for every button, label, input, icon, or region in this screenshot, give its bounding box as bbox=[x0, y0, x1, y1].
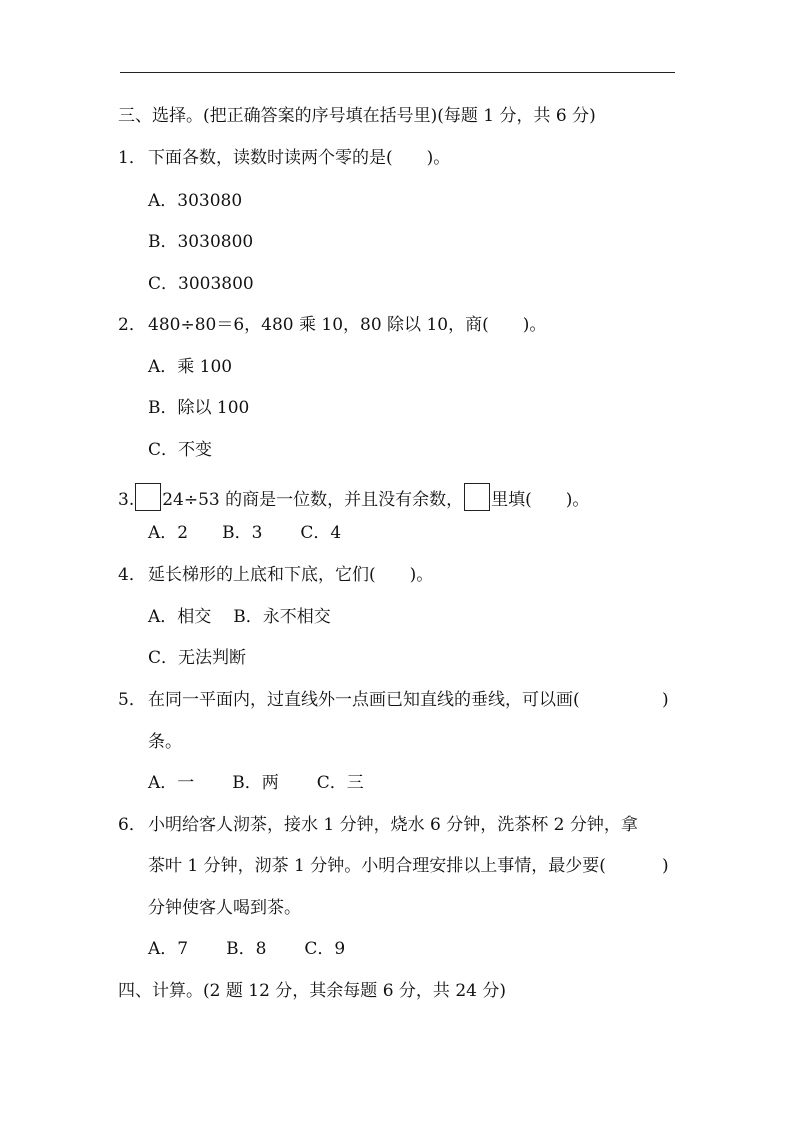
q5-paren-close: ) bbox=[662, 690, 669, 710]
question-number: 6． bbox=[118, 815, 146, 835]
question-stem: 480÷80＝6，480 乘 10，80 除以 10，商( )。 bbox=[148, 315, 547, 335]
q2-option-c: C．不变 bbox=[148, 440, 213, 460]
q1-option-b: B．3030800 bbox=[148, 232, 254, 252]
question-4 bbox=[118, 564, 433, 586]
section-3-title: 三、选择。(把正确答案的序号填在括号里)(每题 1 分，共 6 分) bbox=[118, 106, 596, 126]
question-stem-part2: 里填( )。 bbox=[491, 490, 590, 510]
q6-option-c: C．9 bbox=[304, 939, 346, 959]
question-stem: 延长梯形的上底和下底，它们( )。 bbox=[148, 565, 434, 585]
question-stem: 下面各数，读数时读两个零的是( )。 bbox=[148, 148, 451, 168]
q6-stem-line2: 茶叶 1 分钟，沏茶 1 分钟。小明合理安排以上事情，最少要( bbox=[148, 856, 606, 876]
question-stem-part1: 24÷53 的商是一位数，并且没有余数， bbox=[162, 490, 464, 510]
q1-option-a: A．303080 bbox=[148, 191, 243, 211]
question-2 bbox=[118, 314, 546, 336]
q4-option-b: B．永不相交 bbox=[233, 607, 331, 627]
q3-option-b: B．3 bbox=[222, 523, 263, 543]
q5-option-b: B．两 bbox=[232, 773, 279, 793]
blank-box bbox=[135, 483, 161, 511]
question-1 bbox=[118, 147, 450, 169]
q6-paren-close: ) bbox=[662, 856, 669, 876]
q5-option-a: A．一 bbox=[148, 773, 195, 793]
question-number: 1． bbox=[118, 148, 146, 168]
q4-option-a: A．相交 bbox=[148, 607, 212, 627]
question-6 bbox=[118, 814, 638, 836]
q6-option-a: A．7 bbox=[148, 939, 189, 959]
question-5 bbox=[118, 689, 580, 711]
top-rule bbox=[120, 72, 675, 73]
blank-box bbox=[464, 483, 490, 511]
q6-option-b: B．8 bbox=[226, 939, 267, 959]
q4-option-c: C．无法判断 bbox=[148, 648, 247, 668]
question-number: 4． bbox=[118, 565, 146, 585]
q3-option-c: C．4 bbox=[300, 523, 342, 543]
section-4-title: 四、计算。(2 题 12 分，其余每题 6 分，共 24 分) bbox=[118, 981, 506, 1001]
q5-option-c: C．三 bbox=[316, 773, 364, 793]
question-stem: 小明给客人沏茶，接水 1 分钟，烧水 6 分钟，洗茶杯 2 分钟，拿 bbox=[148, 815, 638, 835]
q6-stem-line3: 分钟使客人喝到茶。 bbox=[148, 898, 301, 918]
q2-option-b: B．除以 100 bbox=[148, 398, 250, 418]
q2-option-a: A．乘 100 bbox=[148, 357, 233, 377]
question-number: 3. bbox=[118, 490, 135, 510]
question-3 bbox=[118, 483, 589, 511]
q6-options bbox=[148, 938, 345, 960]
question-stem: 在同一平面内，过直线外一点画已知直线的垂线，可以画( bbox=[148, 690, 580, 710]
q5-options bbox=[148, 772, 364, 794]
question-number: 2． bbox=[118, 315, 146, 335]
q3-option-a: A．2 bbox=[148, 523, 189, 543]
q1-option-c: C．3003800 bbox=[148, 274, 254, 294]
question-number: 5． bbox=[118, 690, 146, 710]
q5-stem-continued: 条。 bbox=[148, 732, 182, 752]
q3-options bbox=[148, 522, 341, 544]
q4-options-row1 bbox=[148, 606, 331, 628]
